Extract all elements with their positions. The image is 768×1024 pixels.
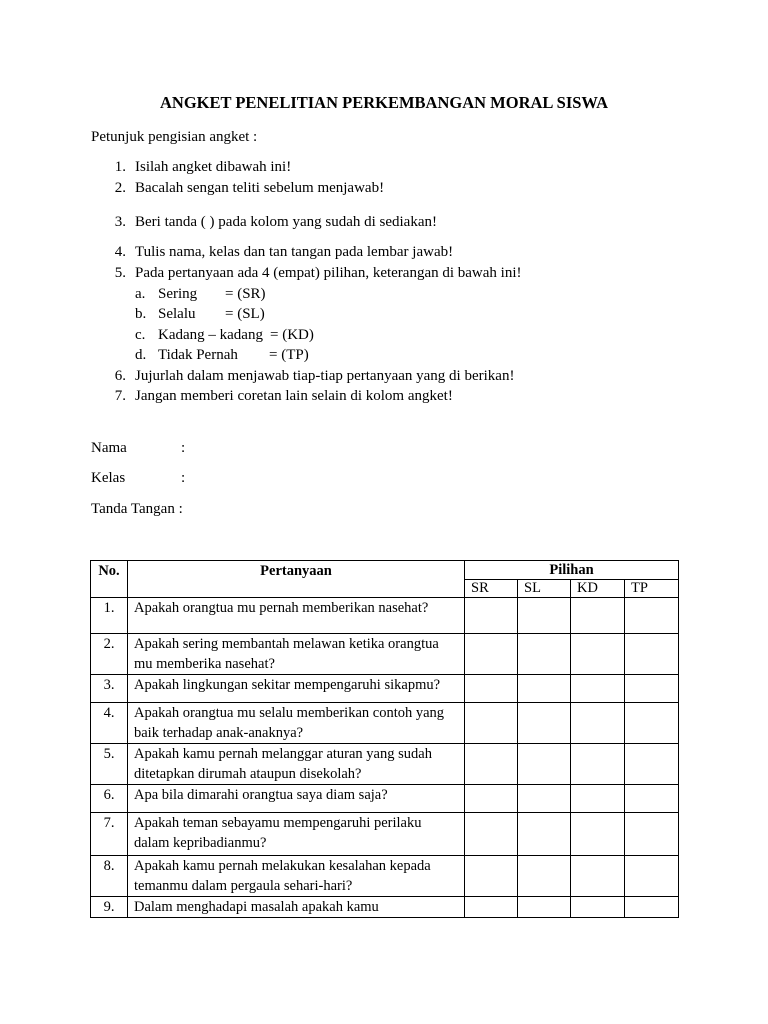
table-row <box>91 856 679 897</box>
row-number: 3. <box>91 675 128 703</box>
instruction-number: 1. <box>114 159 126 175</box>
question-line: Apa bila dimarahi orangtua saya diam saja? <box>134 787 388 803</box>
option-code: = (KD) <box>270 327 314 343</box>
instruction-text: Tulis nama, kelas dan tan tangan pada lembar jawab! <box>135 244 454 260</box>
answer-cell-sl[interactable] <box>518 785 571 813</box>
option-label: Selalu <box>158 306 196 322</box>
question-line: Apakah orangtua mu pernah memberikan nasehat? <box>134 600 429 616</box>
answer-cell-sl[interactable] <box>518 598 571 634</box>
choice-header-sr: SR <box>465 580 518 598</box>
option-letter: b. <box>135 306 147 322</box>
row-number: 9. <box>91 897 128 918</box>
question-text <box>128 598 465 634</box>
answer-cell-sr[interactable] <box>465 897 518 918</box>
table-row <box>91 634 679 675</box>
option-label: Kadang – kadang <box>158 327 263 343</box>
signature-label: Tanda Tangan : <box>91 501 183 517</box>
table-row <box>91 785 679 813</box>
answer-cell-sl[interactable] <box>518 634 571 675</box>
choice-header-tp: TP <box>625 580 679 598</box>
answer-cell-sr[interactable] <box>465 856 518 897</box>
answer-cell-kd[interactable] <box>571 744 625 785</box>
option-code: = (TP) <box>269 347 309 363</box>
choice-header-kd: KD <box>571 580 625 598</box>
option-letter: a. <box>135 286 146 302</box>
option-code: = (SR) <box>225 286 266 302</box>
instruction-text: Pada pertanyaan ada 4 (empat) pilihan, keterangan di bawah ini! <box>135 265 522 281</box>
answer-cell-sl[interactable] <box>518 675 571 703</box>
answer-cell-tp[interactable] <box>625 675 679 703</box>
question-text <box>128 675 465 703</box>
question-line: baik terhadap anak-anaknya? <box>134 725 304 741</box>
choice-header-sl: SL <box>518 580 571 598</box>
question-line: Apakah lingkungan sekitar mempengaruhi sikapmu? <box>134 677 441 693</box>
instruction-text: Isilah angket dibawah ini! <box>135 159 292 175</box>
instruction-text: Jujurlah dalam menjawab tiap-tiap pertanyaan yang di berikan! <box>135 368 515 384</box>
row-number: 4. <box>91 703 128 744</box>
table-row <box>91 813 679 856</box>
answer-cell-tp[interactable] <box>625 856 679 897</box>
answer-cell-sr[interactable] <box>465 785 518 813</box>
table-row <box>91 897 679 918</box>
question-line: Apakah sering membantah melawan ketika orangtua <box>134 636 439 652</box>
option-code: = (SL) <box>225 306 265 322</box>
answer-cell-kd[interactable] <box>571 598 625 634</box>
instruction-number: 2. <box>114 180 126 196</box>
question-text <box>128 897 465 918</box>
option-letter: c. <box>135 327 146 343</box>
answer-cell-kd[interactable] <box>571 856 625 897</box>
row-number: 1. <box>91 598 128 634</box>
instruction-number: 5. <box>114 265 126 281</box>
answer-cell-kd[interactable] <box>571 897 625 918</box>
table-row <box>91 598 679 634</box>
answer-cell-tp[interactable] <box>625 785 679 813</box>
answer-cell-kd[interactable] <box>571 703 625 744</box>
answer-cell-sr[interactable] <box>465 598 518 634</box>
instruction-number: 7. <box>114 388 126 404</box>
question-text <box>128 785 465 813</box>
question-line: Apakah kamu pernah melanggar aturan yang sudah <box>134 746 432 762</box>
name-label: Nama <box>91 440 127 456</box>
answer-cell-tp[interactable] <box>625 703 679 744</box>
question-line: mu memberika nasehat? <box>134 656 275 672</box>
answer-cell-kd[interactable] <box>571 675 625 703</box>
column-header-no: No. <box>91 561 128 598</box>
question-line: dalam kepribadianmu? <box>134 835 267 851</box>
instruction-number: 4. <box>114 244 126 260</box>
question-line: Apakah teman sebayamu mempengaruhi perilaku <box>134 815 422 831</box>
row-number: 8. <box>91 856 128 897</box>
class-colon: : <box>181 470 186 486</box>
name-colon: : <box>181 440 186 456</box>
question-line: Apakah orangtua mu selalu memberikan contoh yang <box>134 705 445 721</box>
questionnaire-table <box>90 560 679 918</box>
question-text <box>128 634 465 675</box>
answer-cell-tp[interactable] <box>625 598 679 634</box>
instruction-number: 3. <box>114 214 126 230</box>
question-text <box>128 703 465 744</box>
row-number: 2. <box>91 634 128 675</box>
answer-cell-sl[interactable] <box>518 856 571 897</box>
option-letter: d. <box>135 347 147 363</box>
instruction-number: 6. <box>114 368 126 384</box>
answer-cell-tp[interactable] <box>625 897 679 918</box>
instruction-text: Bacalah sengan teliti sebelum menjawab! <box>135 180 385 196</box>
answer-cell-tp[interactable] <box>625 744 679 785</box>
table-row <box>91 703 679 744</box>
answer-cell-sr[interactable] <box>465 813 518 856</box>
column-header-question: Pertanyaan <box>128 561 465 598</box>
row-number: 6. <box>91 785 128 813</box>
question-line: temanmu dalam pergaula sehari-hari? <box>134 878 353 894</box>
answer-cell-sl[interactable] <box>518 703 571 744</box>
question-text <box>128 856 465 897</box>
answer-cell-sr[interactable] <box>465 634 518 675</box>
row-number: 7. <box>91 813 128 856</box>
question-line: Dalam menghadapi masalah apakah kamu <box>134 899 379 915</box>
table-row <box>91 744 679 785</box>
answer-cell-kd[interactable] <box>571 785 625 813</box>
answer-cell-tp[interactable] <box>625 634 679 675</box>
class-label: Kelas <box>91 470 126 486</box>
document-title: ANGKET PENELITIAN PERKEMBANGAN MORAL SISWA <box>159 93 608 112</box>
answer-cell-sl[interactable] <box>518 813 571 856</box>
question-line: Apakah kamu pernah melakukan kesalahan kepada <box>134 858 431 874</box>
instructions-intro: Petunjuk pengisian angket : <box>91 129 258 145</box>
instruction-text: Beri tanda ( ) pada kolom yang sudah di sediakan! <box>135 214 437 230</box>
answer-cell-kd[interactable] <box>571 813 625 856</box>
question-text <box>128 813 465 856</box>
answer-cell-tp[interactable] <box>625 813 679 856</box>
answer-cell-sl[interactable] <box>518 897 571 918</box>
table-row <box>91 675 679 703</box>
answer-cell-sl[interactable] <box>518 744 571 785</box>
answer-cell-sr[interactable] <box>465 703 518 744</box>
column-header-choice: Pilihan <box>465 561 679 580</box>
question-text <box>128 744 465 785</box>
option-label: Tidak Pernah <box>158 347 238 363</box>
option-label: Sering <box>158 286 198 302</box>
instruction-text: Jangan memberi coretan lain selain di kolom angket! <box>135 388 453 404</box>
answer-cell-sr[interactable] <box>465 744 518 785</box>
answer-cell-kd[interactable] <box>571 634 625 675</box>
row-number: 5. <box>91 744 128 785</box>
answer-cell-sr[interactable] <box>465 675 518 703</box>
question-line: ditetapkan dirumah ataupun disekolah? <box>134 766 362 782</box>
